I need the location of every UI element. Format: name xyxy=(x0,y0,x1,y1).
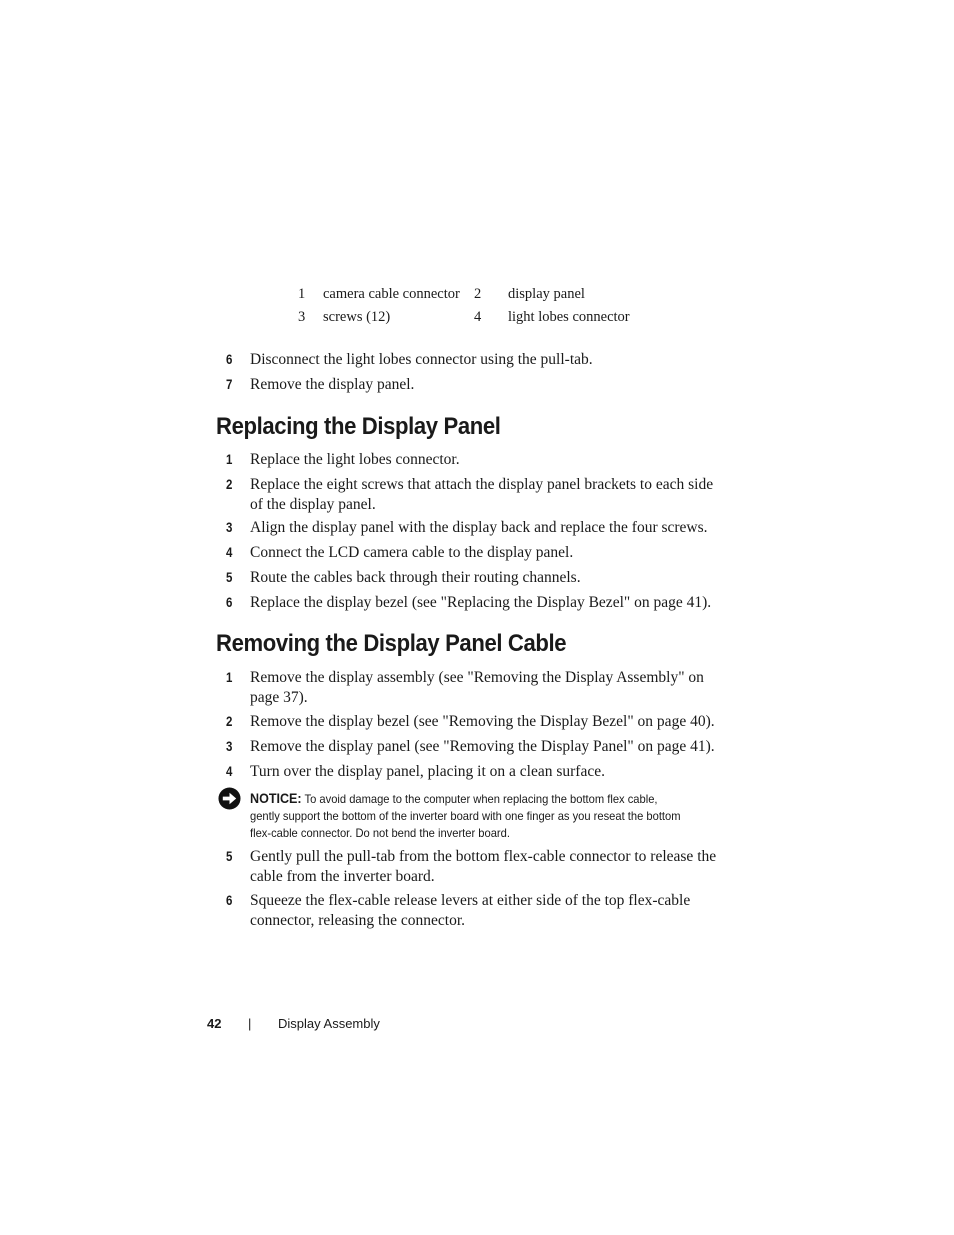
legend-number: 2 xyxy=(474,286,482,302)
step-number: 3 xyxy=(226,520,233,535)
step-item xyxy=(226,375,726,395)
step-number: 7 xyxy=(226,377,233,392)
step-text: Turn over the display panel, placing it on a clean surface. xyxy=(250,763,605,780)
step-text: Connect the LCD camera cable to the display panel. xyxy=(250,544,574,561)
step-text: Disconnect the light lobes connector using the pull-tab. xyxy=(250,351,593,368)
legend-row xyxy=(293,286,653,309)
step-item xyxy=(226,762,726,782)
step-text: Align the display panel with the display back and replace the four screws. xyxy=(250,519,708,536)
section-heading-replacing: Replacing the Display Panel xyxy=(216,413,501,440)
step-item xyxy=(226,668,726,707)
step-item xyxy=(226,475,726,514)
step-text: Replace the eight screws that attach the display panel brackets to each side of the display panel. xyxy=(250,476,714,513)
legend-row xyxy=(293,309,653,332)
step-number: 2 xyxy=(226,477,233,492)
step-number: 5 xyxy=(226,849,233,864)
step-text: Gently pull the pull-tab from the bottom flex-cable connector to release the cable from the inverter board. xyxy=(250,848,717,885)
notice-arrow-icon xyxy=(218,787,241,810)
step-number: 4 xyxy=(226,764,233,779)
step-number: 1 xyxy=(226,452,233,467)
step-item xyxy=(226,518,726,538)
step-number: 3 xyxy=(226,739,233,754)
step-number: 6 xyxy=(226,352,233,367)
step-item xyxy=(226,543,726,563)
step-number: 4 xyxy=(226,545,233,560)
step-text: Remove the display bezel (see "Removing the Display Bezel" on page 40). xyxy=(250,713,715,730)
step-number: 6 xyxy=(226,595,233,610)
step-number: 2 xyxy=(226,714,233,729)
step-text: Route the cables back through their routing channels. xyxy=(250,569,581,586)
step-number: 5 xyxy=(226,570,233,585)
step-item xyxy=(226,847,726,886)
legend-number: 1 xyxy=(298,286,306,302)
legend-label: display panel xyxy=(508,286,585,302)
step-number: 1 xyxy=(226,670,233,685)
step-item xyxy=(226,568,726,588)
step-text: Remove the display assembly (see "Removing the Display Assembly" on page 37). xyxy=(250,669,704,706)
figure-legend xyxy=(293,286,653,332)
step-text: Squeeze the flex-cable release levers at either side of the top flex-cable connector, releasing the connector. xyxy=(250,892,691,929)
legend-number: 3 xyxy=(298,309,306,325)
step-item xyxy=(226,712,726,732)
page-number: 42 xyxy=(207,1016,222,1031)
legend-label: camera cable connector xyxy=(323,286,460,302)
step-item xyxy=(226,891,726,930)
footer-separator: | xyxy=(248,1016,252,1031)
legend-label: light lobes connector xyxy=(508,309,630,325)
notice-text xyxy=(250,790,687,842)
footer-section-title: Display Assembly xyxy=(278,1016,380,1031)
legend-label: screws (12) xyxy=(323,309,391,325)
step-number: 6 xyxy=(226,893,233,908)
step-text: Remove the display panel (see "Removing the Display Panel" on page 41). xyxy=(250,738,715,755)
step-item xyxy=(226,593,726,613)
step-item xyxy=(226,350,726,370)
legend-number: 4 xyxy=(474,309,482,325)
step-item xyxy=(226,450,726,470)
step-text: Remove the display panel. xyxy=(250,376,415,393)
section-heading-removing-cable: Removing the Display Panel Cable xyxy=(216,630,567,657)
step-item xyxy=(226,737,726,757)
step-text: Replace the display bezel (see "Replacing the Display Bezel" on page 41). xyxy=(250,594,712,611)
notice-body: To avoid damage to the computer when replacing the bottom flex cable, gently support the bottom of the inverter board with one finger as you reseat the bottom flex-cable connector. Do not bend the inverter board. xyxy=(250,792,681,840)
step-text: Replace the light lobes connector. xyxy=(250,451,460,468)
notice-label: NOTICE: xyxy=(250,791,302,806)
